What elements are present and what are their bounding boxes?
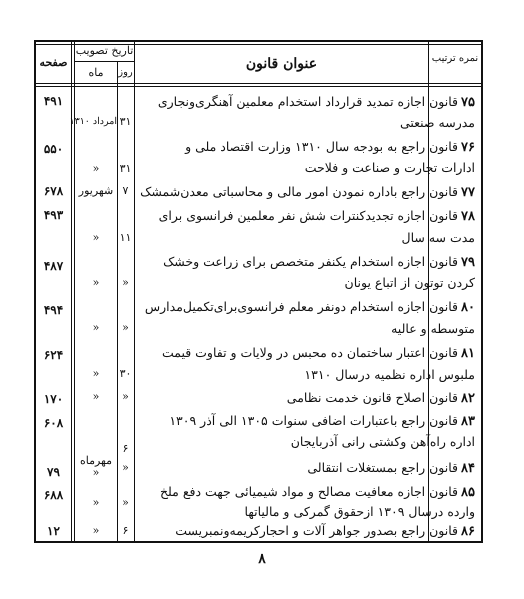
page-ref: ۶۲۴	[43, 348, 64, 362]
approval-day: ۳۱	[119, 162, 132, 175]
header-bottom	[34, 83, 483, 84]
approval-day: ۱۱	[119, 231, 132, 244]
law-title: قانون اجازه معافیت مصالح و مواد شیمیائی جهت دفع ملخ	[159, 484, 459, 499]
law-title-cont: وارده درسال ۱۳۰۹ ازحقوق گمرکی و مالیاتها	[244, 504, 475, 519]
approval-day: ۶	[122, 442, 129, 455]
law-title: قانون راجع بمستغلات انتقالی	[307, 460, 459, 475]
law-title-cont: مدرسه صنعتی	[399, 115, 475, 130]
law-title: قانون راجع بصدور جواهر آلات و احجارکریمه‌ونمبریست	[175, 523, 459, 538]
table-row	[36, 480, 481, 524]
row-number: ۷۸	[461, 209, 475, 224]
row-line-2	[175, 434, 475, 450]
approval-day: «	[122, 496, 129, 509]
table-row	[36, 386, 481, 410]
row-line	[158, 208, 475, 225]
frame-top	[34, 40, 483, 42]
table-row	[36, 180, 481, 204]
approval-day: ۳۰	[119, 367, 132, 380]
law-title: قانون اجازه استخدام دونفر معلم فرانسوی‌برای‌تکمیل‌مدارس	[144, 299, 459, 314]
row-line	[169, 413, 475, 430]
row-line	[159, 484, 475, 501]
header-title: عنوان قانون	[245, 56, 318, 72]
header-month: ماه	[88, 66, 104, 79]
row-line	[175, 390, 475, 407]
page-ref: ۶۷۸	[43, 184, 64, 198]
approval-month: «	[92, 496, 100, 509]
table-row	[36, 250, 481, 294]
approval-day: ۷	[122, 184, 129, 197]
approval-day: «	[122, 461, 129, 474]
approval-month: امرداد ۱۳۱۰	[69, 116, 117, 127]
page-ref: ۵۵۰	[43, 142, 64, 156]
law-title: قانون راجع به بودجه سال ۱۳۱۰ وزارت اقتصاد ملی و	[185, 139, 459, 154]
header-approval-date: تاریخ تصویب	[75, 44, 134, 57]
approval-month: مهرماه	[79, 454, 113, 467]
row-line	[144, 299, 475, 316]
approval-month: «	[92, 321, 100, 334]
row-line-2	[175, 367, 475, 383]
approval-month: شهریور	[78, 184, 114, 197]
law-title: قانون اجازه تمدید قرارداد استخدام معلمین آهنگری‌ونجاری	[157, 94, 459, 109]
row-number: ۸۲	[461, 391, 475, 406]
law-title: قانون اجازه تجدیدکنترات شش نفر معلمین فرانسوی برای	[158, 208, 459, 223]
row-number: ۸۱	[461, 346, 475, 361]
approval-month: «	[92, 524, 100, 537]
header-bottom-2	[34, 86, 483, 87]
table-row	[36, 456, 481, 480]
approval-day: «	[122, 276, 129, 289]
law-title: قانون اجازه استخدام یکنفر متخصص برای زراعت وخشک	[163, 254, 459, 269]
row-line	[157, 94, 475, 111]
table-row	[36, 204, 481, 250]
row-line	[161, 345, 475, 362]
approval-month: «	[92, 276, 100, 289]
law-title-cont: مدت سه سال	[401, 230, 475, 245]
header-day: روز	[118, 67, 133, 78]
row-line-2	[175, 275, 475, 291]
law-title-cont: ادارات تجارت و صناعت و فلاحت	[304, 160, 475, 175]
law-title-cont: کردن توتون از اتباع یونان	[344, 275, 475, 290]
page-ref: ۱۲	[47, 524, 60, 538]
row-line	[175, 139, 475, 156]
law-title: قانون اصلاح قانون خدمت نظامی	[286, 390, 459, 405]
approval-month: «	[92, 390, 100, 403]
row-line-2	[175, 115, 475, 131]
row-line	[175, 460, 475, 477]
row-number: ۷۹	[461, 255, 475, 270]
row-number: ۷۷	[461, 185, 475, 200]
page-ref: ۱۷۰	[43, 392, 64, 406]
table-row	[36, 134, 481, 180]
table-row	[36, 90, 481, 134]
table-row	[36, 410, 481, 467]
approval-month: «	[92, 466, 100, 479]
row-number: ۸۴	[461, 461, 475, 476]
page-number: ۸	[258, 551, 266, 567]
row-number: ۸۶	[461, 524, 475, 539]
law-title: قانون راجع باداره نمودن امور مالی و محاسباتی معدن‌شمشک	[140, 184, 459, 199]
law-title-cont: اداره راه‌آهن وکشتی رانی آذربایجان	[290, 434, 475, 449]
page-ref: ۴۹۴	[43, 303, 64, 317]
row-line-2	[175, 230, 475, 246]
row-line	[163, 254, 475, 271]
approval-day: «	[122, 390, 129, 403]
header-page: صفحه	[39, 56, 68, 69]
row-number: ۸۳	[461, 414, 475, 429]
row-number: ۸۵	[461, 485, 475, 500]
frame-bottom	[34, 541, 483, 543]
law-title: قانون اعتبار ساختمان ده محبس در ولایات و تفاوت قیمت	[161, 345, 459, 360]
table-row	[36, 522, 481, 540]
approval-day: «	[122, 321, 129, 334]
approval-day: ۳۱	[119, 115, 132, 128]
header-row-no: نمره ترتیب	[431, 53, 479, 64]
row-number: ۷۶	[461, 140, 475, 155]
page-ref: ۶۸۸	[43, 488, 64, 502]
law-title-cont: ملبوس اداره نظمیه درسال ۱۳۱۰	[304, 367, 475, 382]
row-number: ۷۵	[461, 95, 475, 110]
law-title: قانون راجع باعتبارات اضافی سنوات ۱۳۰۵ الی آذر ۱۳۰۹	[169, 413, 459, 428]
header-date-split	[75, 61, 134, 62]
frame-right	[481, 40, 483, 543]
row-line	[140, 184, 475, 201]
row-line	[175, 523, 475, 540]
page-ref: ۷۹	[47, 465, 60, 479]
page-ref: ۶۰۸	[43, 416, 64, 430]
table-row	[36, 294, 481, 340]
page-ref: ۴۹۱	[43, 94, 64, 108]
table-row	[36, 340, 481, 386]
row-line-2	[175, 504, 475, 520]
row-number: ۸۰	[461, 300, 475, 315]
page-ref: ۴۹۳	[43, 208, 64, 222]
row-line-2	[175, 321, 475, 337]
page-ref: ۴۸۷	[43, 259, 64, 273]
approval-month: «	[92, 162, 100, 175]
approval-month: «	[92, 231, 100, 244]
approval-day: ۶	[122, 524, 129, 537]
row-line-2	[175, 160, 475, 176]
law-title-cont: متوسطه و عالیه	[391, 321, 475, 336]
approval-month: «	[92, 367, 100, 380]
